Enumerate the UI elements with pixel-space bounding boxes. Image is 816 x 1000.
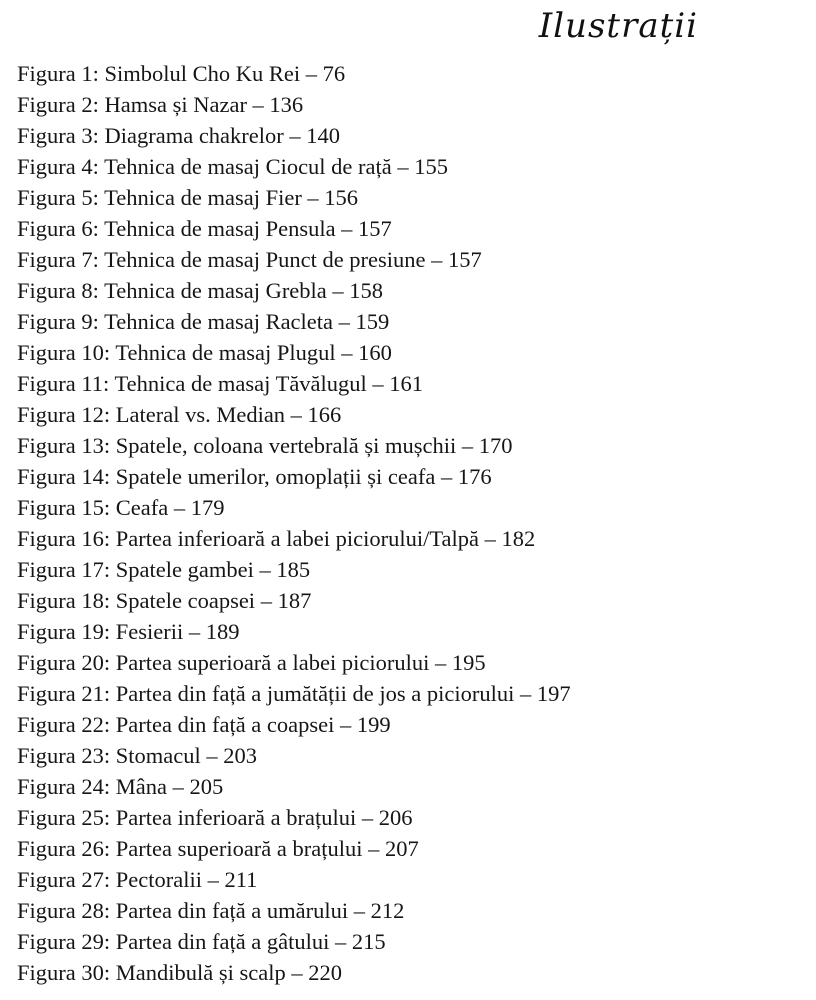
list-item: Figura 3: Diagrama chakrelor – 140 — [17, 123, 341, 148]
list-item: Figura 24: Mâna – 205 — [17, 774, 224, 799]
list-item: Figura 15: Ceafa – 179 — [17, 495, 225, 520]
list-item: Figura 12: Lateral vs. Median – 166 — [17, 402, 342, 427]
list-item: Figura 19: Fesierii – 189 — [17, 619, 240, 644]
list-item: Figura 5: Tehnica de masaj Fier – 156 — [17, 185, 359, 210]
list-item: Figura 27: Pectoralii – 211 — [17, 867, 258, 892]
figure-list — [17, 58, 571, 988]
list-item: Figura 22: Partea din față a coapsei – 199 — [17, 712, 391, 737]
list-item: Figura 8: Tehnica de masaj Grebla – 158 — [17, 278, 384, 303]
page-title: Ilustrații — [538, 6, 698, 46]
list-item: Figura 28: Partea din față a umărului – 212 — [17, 898, 405, 923]
list-item: Figura 23: Stomacul – 203 — [17, 743, 257, 768]
list-item: Figura 13: Spatele, coloana vertebrală și mușchii – 170 — [17, 433, 513, 458]
list-item: Figura 16: Partea inferioară a labei piciorului/Talpă – 182 — [17, 526, 536, 551]
list-item: Figura 14: Spatele umerilor, omoplații și ceafa – 176 — [17, 464, 492, 489]
list-item: Figura 2: Hamsa și Nazar – 136 — [17, 92, 304, 117]
list-item: Figura 1: Simbolul Cho Ku Rei – 76 — [17, 61, 346, 86]
list-item: Figura 30: Mandibulă și scalp – 220 — [17, 960, 342, 985]
list-item: Figura 11: Tehnica de masaj Tăvălugul – 161 — [17, 371, 424, 396]
list-item: Figura 18: Spatele coapsei – 187 — [17, 588, 312, 613]
list-item: Figura 10: Tehnica de masaj Plugul – 160 — [17, 340, 392, 365]
list-item: Figura 6: Tehnica de masaj Pensula – 157 — [17, 216, 392, 241]
list-item: Figura 29: Partea din față a gâtului – 215 — [17, 929, 386, 954]
list-item: Figura 9: Tehnica de masaj Racleta – 159 — [17, 309, 390, 334]
list-item: Figura 26: Partea superioară a brațului – 207 — [17, 836, 419, 861]
list-item: Figura 20: Partea superioară a labei piciorului – 195 — [17, 650, 486, 675]
list-item: Figura 25: Partea inferioară a brațului – 206 — [17, 805, 413, 830]
list-item: Figura 21: Partea din față a jumătății de jos a piciorului – 197 — [17, 681, 571, 706]
list-item: Figura 4: Tehnica de masaj Ciocul de rață – 155 — [17, 154, 449, 179]
list-item: Figura 7: Tehnica de masaj Punct de presiune – 157 — [17, 247, 482, 272]
list-item: Figura 17: Spatele gambei – 185 — [17, 557, 311, 582]
